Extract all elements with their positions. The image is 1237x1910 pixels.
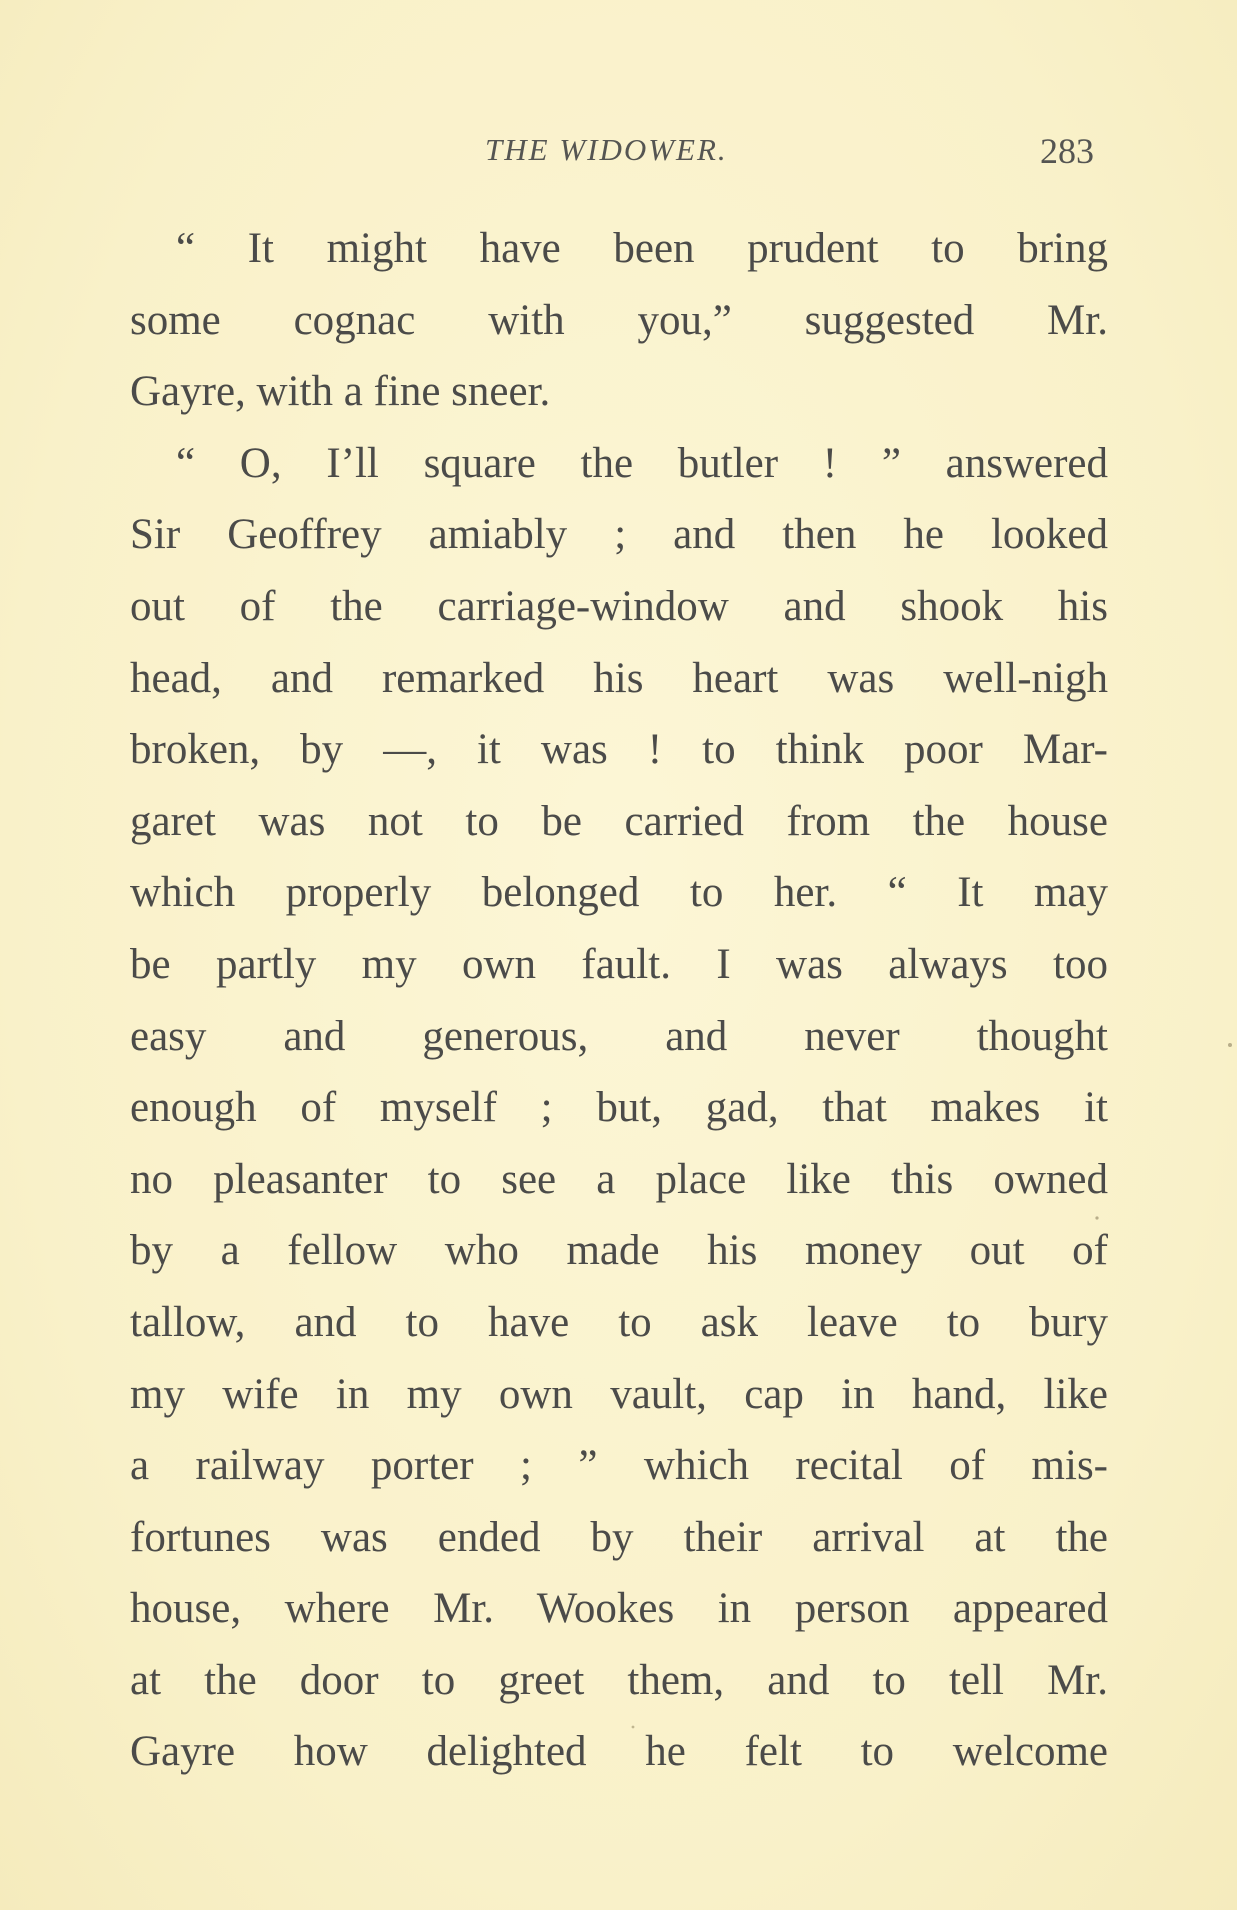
running-head <box>0 128 1237 176</box>
page-number: 283 <box>1040 131 1094 171</box>
text-line: Sir Geoffrey amiably ; and then he looked <box>130 511 1108 559</box>
text-line: be partly my own fault. I was always too <box>130 940 1108 988</box>
text-line: fortunes was ended by their arrival at the <box>130 1513 1108 1561</box>
text-line: my wife in my own vault, cap in hand, like <box>130 1370 1108 1418</box>
text-line: Gayre, with a fine sneer. <box>130 368 551 416</box>
text-line: enough of myself ; but, gad, that makes it <box>130 1084 1108 1132</box>
text-line: out of the carriage-window and shook his <box>130 582 1108 630</box>
text-line: no pleasanter to see a place like this owned <box>130 1155 1108 1203</box>
text-line: “ O, I’ll square the butler ! ” answered <box>176 439 1108 487</box>
body-text <box>130 213 1108 1788</box>
text-line: garet was not to be carried from the house <box>130 797 1108 845</box>
text-line: Gayre how delighted he felt to welcome <box>130 1728 1108 1776</box>
text-line: at the door to greet them, and to tell Mr. <box>130 1656 1108 1704</box>
text-line: a railway porter ; ” which recital of mis- <box>130 1442 1108 1490</box>
text-line: some cognac with you,” suggested Mr. <box>130 296 1108 344</box>
text-line: which properly belonged to her. “ It may <box>130 869 1108 917</box>
text-line: by a fellow who made his money out of <box>130 1227 1108 1275</box>
running-title: THE WIDOWER. <box>485 132 728 167</box>
text-line: house, where Mr. Wookes in person appeared <box>130 1585 1108 1633</box>
text-line: “ It might have been prudent to bring <box>176 225 1108 272</box>
text-line: tallow, and to have to ask leave to bury <box>130 1298 1108 1346</box>
text-line: head, and remarked his heart was well-nigh <box>130 654 1108 702</box>
text-line: easy and generous, and never thought <box>130 1012 1108 1060</box>
text-line: broken, by —, it was ! to think poor Mar- <box>130 726 1108 774</box>
